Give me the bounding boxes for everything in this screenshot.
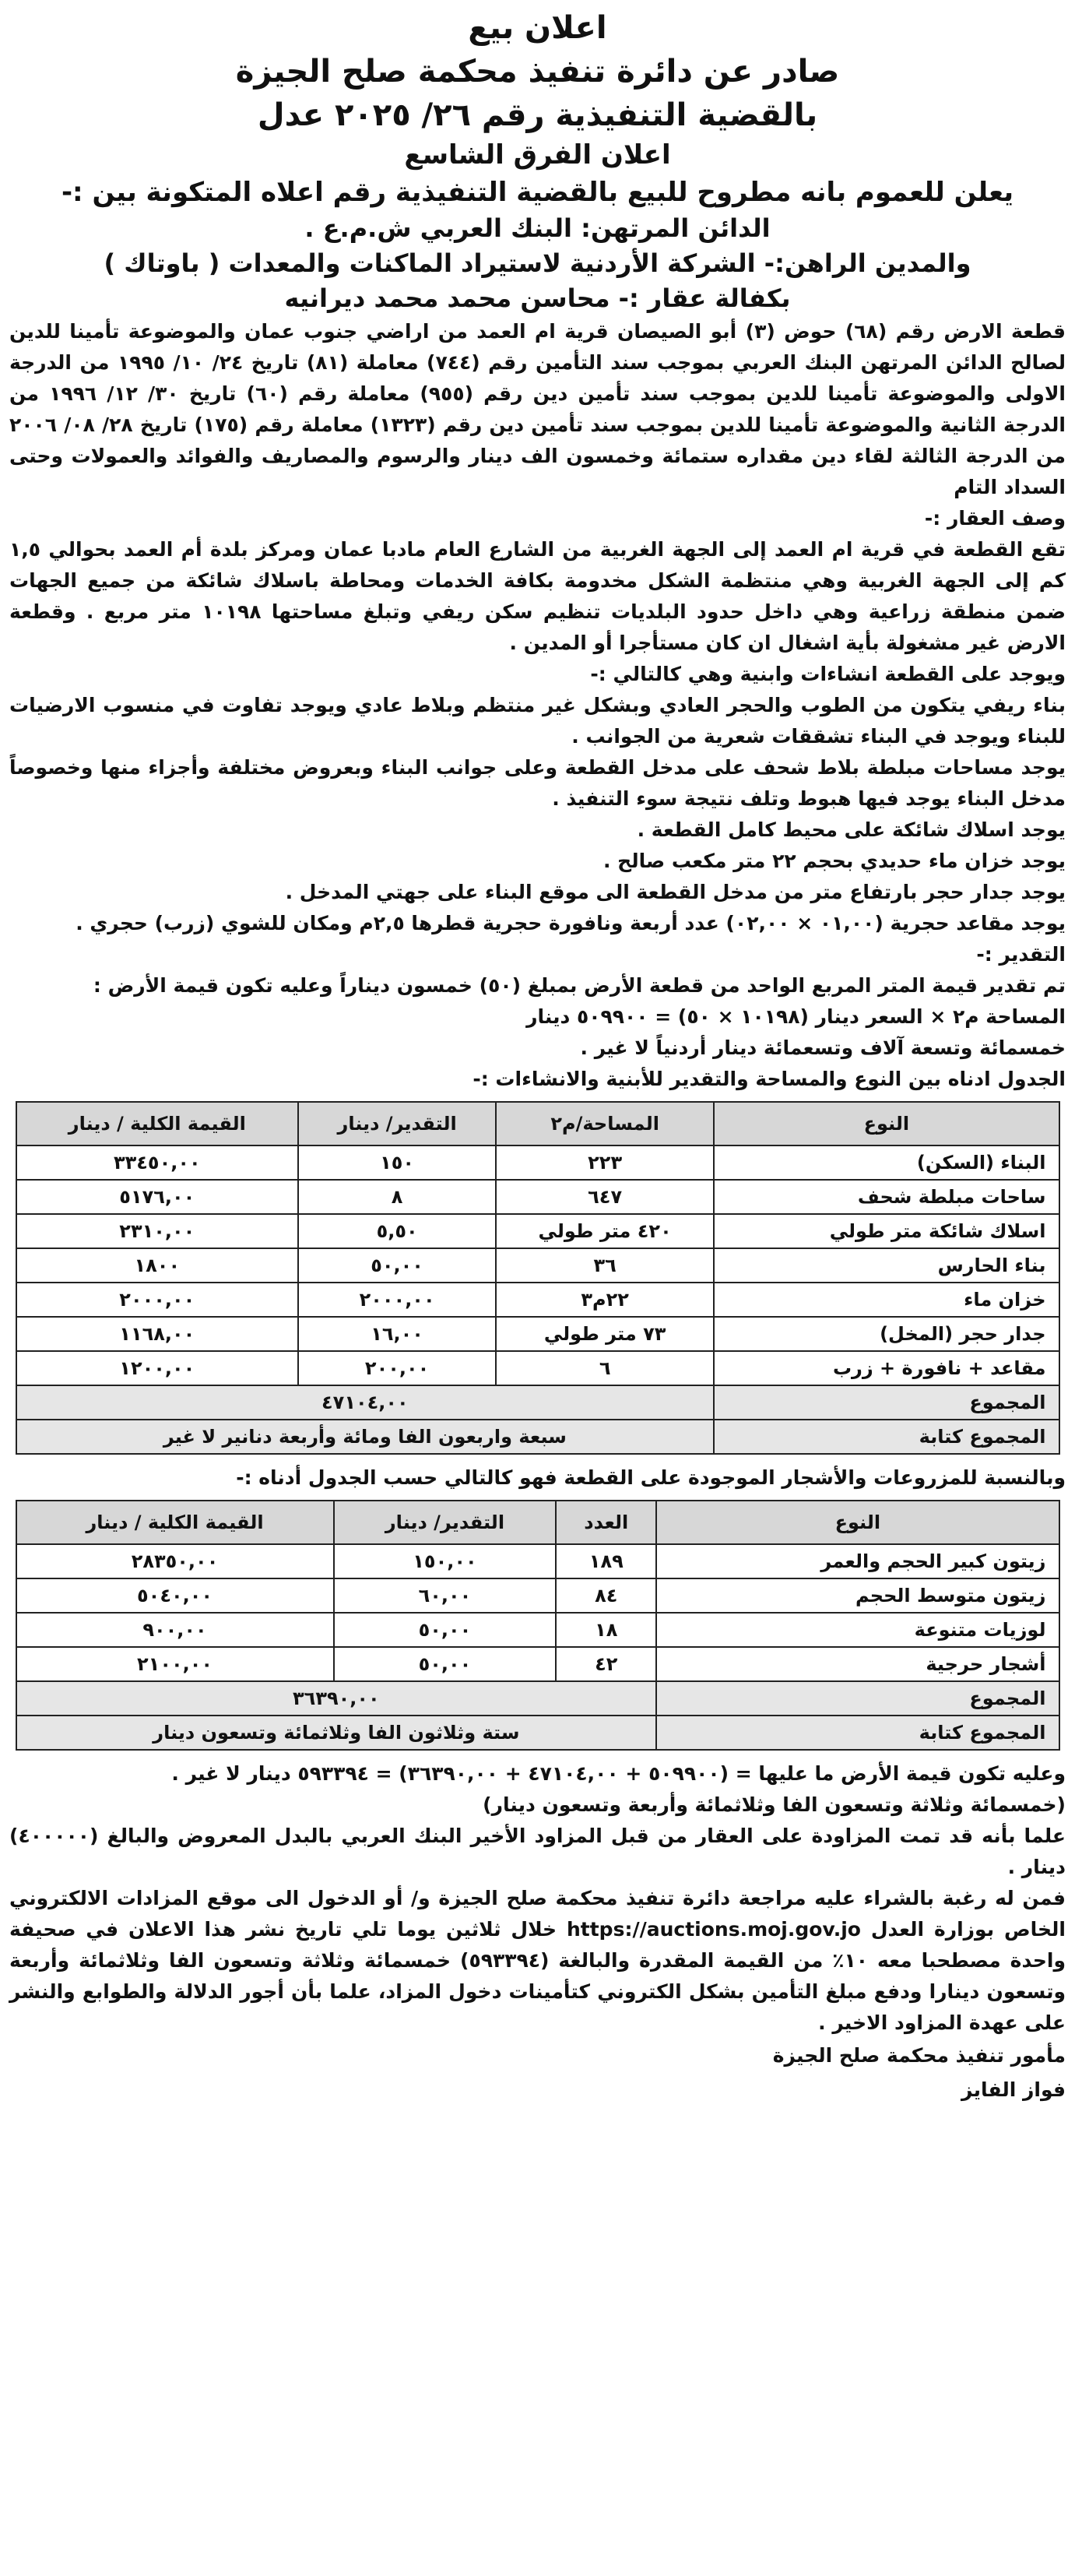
total-cell: ١١٦٨,٠٠ xyxy=(16,1317,299,1351)
creditor-line: الدائن المرتهن: البنك العربي ش.م.ع . xyxy=(304,213,771,244)
count-cell: ٨٤ xyxy=(556,1578,656,1613)
trees-intro: وبالنسبة للمزروعات والأشجار الموجودة على القطعة فهو كالتالي حسب الجدول أدناه :- xyxy=(236,1466,1066,1489)
column-header: النوع xyxy=(714,1102,1059,1145)
table-row xyxy=(16,1647,1059,1681)
bidding-instructions: فمن له رغبة بالشراء عليه مراجعة دائرة تنفيذ محكمة صلح الجيزة و/ أو الدخول الى موقع المزادات الالكتروني الخاص بوزارة العدل https://auctions.moj.gov.jo خلال ثلاثين يوما تلي تاريخ نشر هذا الاعلان في صحيفة واحدة مصطحبا معه ١٠٪ من القيمة المقدرة والبالغة (٥٩٣٣٩٤) خمسمائة وثلاثة وتسعون الفا وثلاثمائة وأربعة وتسعون دينارا ودفع مبلغ التأمين بشكل الكتروني كتأمينات دخول المزاد، علما بأن أجور الدلالة والطوابع والنشر على عهدة المزاود الاخير . xyxy=(9,1886,1066,2034)
area-cell: ٦٤٧ xyxy=(496,1180,714,1214)
table-header-row xyxy=(16,1501,1059,1544)
valuation-line: تم تقدير قيمة المتر المربع الواحد من قطعة الأرض بمبلغ (٥٠) خمسون ديناراً وعليه تكون قيمة الأرض : xyxy=(93,973,1066,997)
type-cell: البناء (السكن) xyxy=(714,1145,1059,1180)
total-value: ٤٧١٠٤,٠٠ xyxy=(16,1385,715,1420)
total-cell: ٢٠٠٠,٠٠ xyxy=(16,1283,299,1317)
total-cell: ٢٣١٠,٠٠ xyxy=(16,1214,299,1248)
total-written-row xyxy=(16,1420,1059,1454)
total-row xyxy=(16,1681,1059,1716)
type-cell: زيتون متوسط الحجم xyxy=(656,1578,1059,1613)
type-cell: ساحات مبلطة شحف xyxy=(714,1180,1059,1214)
type-cell: زيتون كبير الحجم والعمر xyxy=(656,1544,1059,1578)
total-written-row xyxy=(16,1716,1059,1750)
type-cell: لوزيات متنوعة xyxy=(656,1613,1059,1647)
area-cell: ٤٢٠ متر طولي xyxy=(496,1214,714,1248)
total-written-value: سبعة واربعون الفا ومائة وأربعة دنانير لا غير xyxy=(16,1420,715,1454)
column-header: المساحة/م٢ xyxy=(496,1102,714,1145)
total-label: المجموع xyxy=(656,1681,1059,1716)
rate-cell: ٥٠,٠٠ xyxy=(334,1647,557,1681)
table-row xyxy=(16,1283,1059,1317)
public-notice-line: يعلن للعموم بانه مطروح للبيع بالقضية التنفيذية رقم اعلاه المتكونة بين :- xyxy=(61,176,1014,208)
table-row xyxy=(16,1544,1059,1578)
building-item: يوجد خزان ماء حديدي بحجم ٢٢ متر مكعب صالح . xyxy=(602,849,1066,872)
building-item: يوجد مساحات مبلطة بلاط شحف على مدخل القطعة وعلى جوانب البناء وبعروض مختلفة وأجزاء منها وخصوصاً مدخل البناء يوجد فيها هبوط وتلف نتيجة سوء التنفيذ . xyxy=(9,755,1066,810)
table-row xyxy=(16,1214,1059,1248)
total-cell: ٥١٧٦,٠٠ xyxy=(16,1180,299,1214)
building-item: بناء ريفي يتكون من الطوب والحجر العادي وبشكل غير منتظم وبلاط عادي ويوجد تفاوت في منسوب الارضيات للبناء ويوجد في البناء تشققات شعرية من الجوانب . xyxy=(9,693,1066,748)
last-bid-note: علما بأنه قد تمت المزاودة على العقار من قبل المزاود الأخير البنك العربي بالبدل المعروض والبالغ (٤٠٠٠٠٠) دينار . xyxy=(9,1824,1066,1878)
total-cell: ١٨٠٠ xyxy=(16,1248,299,1283)
column-header: النوع xyxy=(656,1501,1059,1544)
total-written-value: ستة وثلاثون الفا وثلاثمائة وتسعون دينار xyxy=(16,1716,657,1750)
issuer-line: صادر عن دائرة تنفيذ محكمة صلح الجيزة xyxy=(235,54,840,90)
valuation-line: المساحة م٢ × السعر دينار (١٠١٩٨ × ٥٠) = ٥٠٩٩٠٠ دينار xyxy=(526,1005,1066,1028)
signature-title: مأمور تنفيذ محكمة صلح الجيزة xyxy=(772,2043,1066,2067)
total-row xyxy=(16,1385,1059,1420)
valuation-line: الجدول ادناه بين النوع والمساحة والتقدير للأبنية والانشاءات :- xyxy=(473,1067,1066,1090)
type-cell: أشجار حرجية xyxy=(656,1647,1059,1681)
rate-cell: ١٥٠ xyxy=(298,1145,496,1180)
total-cell: ٢٨٣٥٠,٠٠ xyxy=(16,1544,334,1578)
type-cell: مقاعد + نافورة + زرب xyxy=(714,1351,1059,1385)
table-row xyxy=(16,1248,1059,1283)
count-cell: ٤٢ xyxy=(556,1647,656,1681)
table-row xyxy=(16,1351,1059,1385)
table-row xyxy=(16,1317,1059,1351)
column-header: العدد xyxy=(556,1501,656,1544)
rate-cell: ٢٠٠,٠٠ xyxy=(298,1351,496,1385)
case-number: بالقضية التنفيذية رقم ٢٦/ ٢٠٢٥ عدل xyxy=(257,97,818,133)
final-value-line: وعليه تكون قيمة الأرض ما عليها = (٥٠٩٩٠٠ + ٤٧١٠٤,٠٠ + ٣٦٣٩٠,٠٠) = ٥٩٣٣٩٤ دينار لا غير . xyxy=(171,1761,1066,1785)
column-header: التقدير/ دينار xyxy=(298,1102,496,1145)
property-description-title: وصف العقار :- xyxy=(924,506,1066,530)
rate-cell: ٨ xyxy=(298,1180,496,1214)
property-description-text: تقع القطعة في قرية ام العمد إلى الجهة الغربية من الشارع العام مادبا عمان ومركز بلدة أم العمد بحوالي ١,٥ كم إلى الجهة الغربية وهي منتظمة الشكل مخدومة بكافة الخدمات ومحاطة باسلاك شائكة من جميع الجهات ضمن منطقة زراعية وهي داخل حدود البلديات تنظيم سكن ريفي وتبلغ مساحتها ١٠١٩٨ متر مربع . وقطعة الارض غير مشغولة بأية اشغال ان كان مستأجرا أو المدين . xyxy=(9,537,1066,654)
total-cell: ٩٠٠,٠٠ xyxy=(16,1613,334,1647)
table-row xyxy=(16,1180,1059,1214)
final-value-written: (خمسمائة وثلاثة وتسعون الفا وثلاثمائة وأربعة وتسعون دينار) xyxy=(483,1793,1066,1816)
type-cell: جدار حجر (المخل) xyxy=(714,1317,1059,1351)
debtor-line: والمدين الراهن:- الشركة الأردنية لاستيراد الماكنات والمعدات ( باوتاك ) xyxy=(104,248,971,278)
total-label: المجموع xyxy=(714,1385,1059,1420)
total-written-label: المجموع كتابة xyxy=(656,1716,1059,1750)
trees-valuation-table xyxy=(16,1500,1060,1751)
area-cell: ٢٢٣ xyxy=(496,1145,714,1180)
buildings-valuation-table xyxy=(16,1101,1060,1455)
type-cell: اسلاك شائكة متر طولي xyxy=(714,1214,1059,1248)
rate-cell: ١٥٠,٠٠ xyxy=(334,1544,557,1578)
valuation-line: خمسمائة وتسعة آلاف وتسعمائة دينار أردنياً لا غير . xyxy=(580,1036,1066,1059)
area-cell: ٢٢م٣ xyxy=(496,1283,714,1317)
rate-cell: ٥٠,٠٠ xyxy=(298,1248,496,1283)
total-cell: ٥٠٤٠,٠٠ xyxy=(16,1578,334,1613)
area-cell: ٣٦ xyxy=(496,1248,714,1283)
buildings-title: ويوجد على القطعة انشاءات وابنية وهي كالتالي :- xyxy=(590,662,1066,685)
area-cell: ٦ xyxy=(496,1351,714,1385)
type-cell: بناء الحارس xyxy=(714,1248,1059,1283)
signature-name: فواز الفايز xyxy=(961,2078,1066,2101)
area-cell: ٧٣ متر طولي xyxy=(496,1317,714,1351)
rate-cell: ٦٠,٠٠ xyxy=(334,1578,557,1613)
rate-cell: ٢٠٠٠,٠٠ xyxy=(298,1283,496,1317)
rate-cell: ٥٠,٠٠ xyxy=(334,1613,557,1647)
intro-paragraph: قطعة الارض رقم (٦٨) حوض (٣) أبو الصيصان قرية ام العمد من اراضي جنوب عمان والموضوعة تأمينا للدين لصالح الدائن المرتهن البنك العربي بموجب سند التأمين رقم (٧٤٤) معاملة (٨١) تاريخ ٢٤/ ١٠/ ١٩٩٥ من الدرجة الاولى والموضوعة تأمينا للدين بموجب سند تأمين دين رقم (٩٥٥) معاملة رقم (٦٠) تاريخ ٣٠/ ١٢/ ١٩٩٦ من الدرجة الثانية والموضوعة تأمينا للدين بموجب سند تأمين دين رقم (١٣٢٣) معاملة رقم (١٧٥) تاريخ ٢٨/ ٠٨/ ٢٠٠٦ من الدرجة الثالثة لقاء دين مقداره ستمائة وخمسون الف دينار والرسوم والمصاريف والفوائد والعمولات وحتى السداد التام xyxy=(9,319,1066,498)
announcement-type: اعلان الفرق الشاسع xyxy=(404,139,671,171)
count-cell: ١٨ xyxy=(556,1613,656,1647)
total-value: ٣٦٣٩٠,٠٠ xyxy=(16,1681,657,1716)
building-item: يوجد جدار حجر بارتفاع متر من مدخل القطعة الى موقع البناء على جهتي المدخل . xyxy=(285,880,1066,903)
type-cell: خزان ماء xyxy=(714,1283,1059,1317)
table-row xyxy=(16,1613,1059,1647)
table-header-row xyxy=(16,1102,1059,1145)
column-header: القيمة الكلية / دينار xyxy=(16,1501,334,1544)
guarantor-line: بكفالة عقار :- محاسن محمد محمد ديرانيه xyxy=(284,283,791,313)
building-item: يوجد مقاعد حجرية (٠١,٠٠ × ٠٢,٠٠) عدد أربعة ونافورة حجرية قطرها ٢,٥م ومكان للشوي (زرب) حجري . xyxy=(76,911,1066,934)
table-row xyxy=(16,1145,1059,1180)
total-cell: ٢١٠٠,٠٠ xyxy=(16,1647,334,1681)
rate-cell: ١٦,٠٠ xyxy=(298,1317,496,1351)
column-header: القيمة الكلية / دينار xyxy=(16,1102,299,1145)
total-written-label: المجموع كتابة xyxy=(714,1420,1059,1454)
table-row xyxy=(16,1578,1059,1613)
valuation-title: التقدير :- xyxy=(976,942,1066,966)
rate-cell: ٥,٥٠ xyxy=(298,1214,496,1248)
building-item: يوجد اسلاك شائكة على محيط كامل القطعة . xyxy=(637,818,1066,841)
column-header: التقدير/ دينار xyxy=(334,1501,557,1544)
total-cell: ١٢٠٠,٠٠ xyxy=(16,1351,299,1385)
announcement-title: اعلان بيع xyxy=(468,10,607,46)
count-cell: ١٨٩ xyxy=(556,1544,656,1578)
total-cell: ٣٣٤٥٠,٠٠ xyxy=(16,1145,299,1180)
